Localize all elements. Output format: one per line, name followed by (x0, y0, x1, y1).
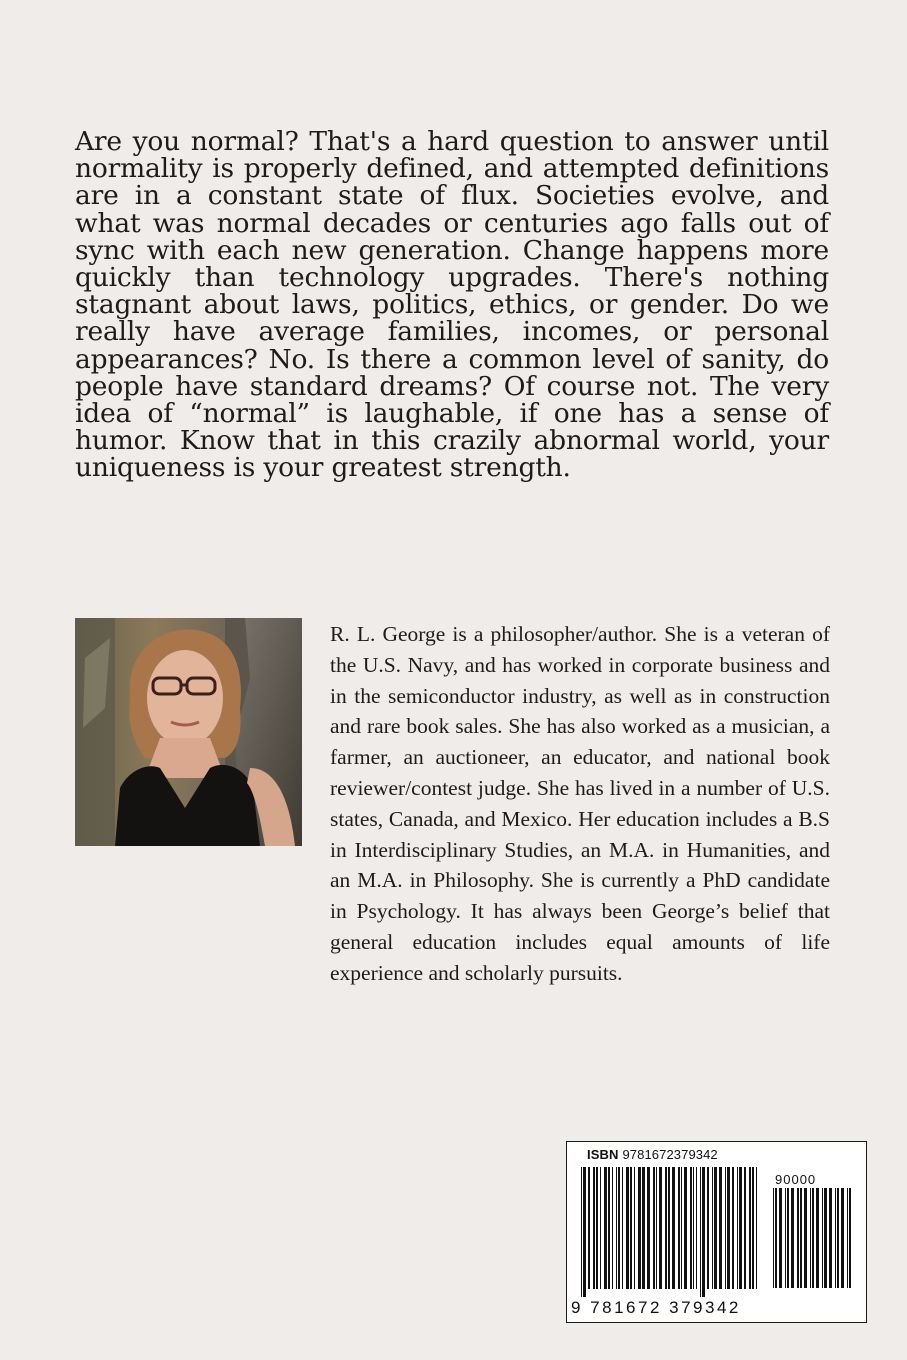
barcode-bar (608, 1167, 610, 1289)
barcode-bar (659, 1167, 662, 1289)
barcode-bar (684, 1167, 687, 1289)
barcode-bar (653, 1167, 655, 1289)
barcode-bar (707, 1167, 709, 1289)
isbn-barcode (566, 1141, 867, 1323)
barcode-bar (749, 1167, 751, 1289)
barcode-bar (656, 1167, 657, 1289)
barcode-bar (596, 1167, 598, 1289)
barcode-bar (835, 1188, 836, 1288)
price-code: 90000 (775, 1172, 817, 1187)
barcode-bar (725, 1167, 726, 1289)
barcode-bar (752, 1167, 754, 1289)
barcode-bar (622, 1167, 623, 1289)
barcode-bar (642, 1167, 645, 1289)
barcode-bar (693, 1167, 694, 1289)
barcode-bar (737, 1167, 738, 1289)
barcode-bar (797, 1188, 799, 1288)
barcode-bar (696, 1167, 697, 1289)
barcode-bar (630, 1167, 632, 1289)
barcode-bar (841, 1188, 844, 1288)
barcode-addon-bars (773, 1188, 853, 1299)
barcode-bar (604, 1167, 607, 1289)
barcode-bar (812, 1188, 814, 1288)
barcode-bar (810, 1188, 811, 1288)
barcode-bar (638, 1167, 641, 1289)
barcode-bar (672, 1167, 675, 1289)
barcode-bars (581, 1167, 759, 1299)
back-cover-blurb: Are you normal? That's a hard question to answer until normality is properly defined, and attempted definitions are in a constant state of flux. Societies evolve, and what was normal decades or centuries ago falls out of sync with each new generation. Change happens more quickly than technology upgrades. There's nothing stagnant about laws, politics, ethics, or gender. Do we really have average families, incomes, or personal appearances? No. Is there a common level of sanity, do people have standard dreams? Of course not. The very idea of “normal” is laughable, if one has a sense of humor. Know that in this crazily abnormal world, your uniqueness is your greatest strength. (75, 126, 829, 484)
barcode-bar (712, 1167, 713, 1289)
barcode-bar (588, 1167, 590, 1289)
barcode-bar (779, 1188, 782, 1288)
barcode-bar (583, 1167, 586, 1297)
barcode-bar (600, 1167, 601, 1289)
barcode-bar (618, 1167, 620, 1289)
isbn-label (587, 1148, 718, 1162)
barcode-bar (616, 1167, 617, 1289)
barcode-bar (634, 1167, 635, 1289)
barcode-bar (744, 1167, 746, 1289)
barcode-bar (626, 1167, 629, 1289)
barcode-bar (816, 1188, 819, 1288)
barcode-bar (849, 1188, 851, 1288)
barcode-bar (847, 1188, 848, 1288)
barcode-bar (678, 1167, 680, 1289)
barcode-bar (668, 1167, 670, 1289)
barcode-bar (837, 1188, 839, 1288)
barcode-bar (714, 1167, 717, 1289)
barcode-bar (800, 1188, 802, 1288)
barcode-bar (824, 1188, 827, 1288)
barcode-bar (702, 1167, 705, 1297)
barcode-bar (785, 1188, 786, 1288)
barcode-bar (719, 1167, 722, 1289)
barcode-bar (665, 1167, 667, 1289)
barcode-bar (773, 1188, 774, 1288)
author-bio: R. L. George is a philosopher/author. She is a veteran of the U.S. Navy, and has worked in corporate business and in the semiconductor industry, as well as in construction and rare book sales. She has also worked as a musician, a farmer, an auctioneer, an educator, and national book reviewer/contest judge. She has lived in a number of U.S. states, Canada, and Mexico. Her education includes a B.S in Interdisciplinary Studies, an M.A. in Humanities, and an M.A. in Philosophy. She is currently a PhD candidate in Psychology. It has always been George’s belief that general education includes equal amounts of life experience and scholarly pursuits. (330, 622, 830, 985)
barcode-bar (804, 1188, 807, 1288)
barcode-bar (647, 1167, 650, 1289)
barcode-bar (829, 1188, 832, 1288)
barcode-bar (732, 1167, 734, 1289)
barcode-bar (756, 1167, 757, 1289)
barcode-bar (681, 1167, 682, 1289)
barcode-bar (612, 1167, 613, 1289)
barcode-bar (727, 1167, 730, 1289)
barcode-bar (700, 1167, 701, 1297)
barcode-bar (593, 1167, 595, 1289)
author-photo (75, 618, 302, 846)
barcode-bar (791, 1188, 794, 1288)
barcode-digits: 9 781672 379342 (571, 1298, 741, 1317)
barcode-bar (581, 1167, 582, 1297)
isbn-number: 9781672379342 (622, 1147, 718, 1162)
barcode-bar (822, 1188, 823, 1288)
barcode-bar (739, 1167, 742, 1289)
barcode-bar (775, 1188, 777, 1288)
barcode-bar (787, 1188, 789, 1288)
barcode-bar (690, 1167, 692, 1289)
isbn-word: ISBN (587, 1147, 619, 1162)
